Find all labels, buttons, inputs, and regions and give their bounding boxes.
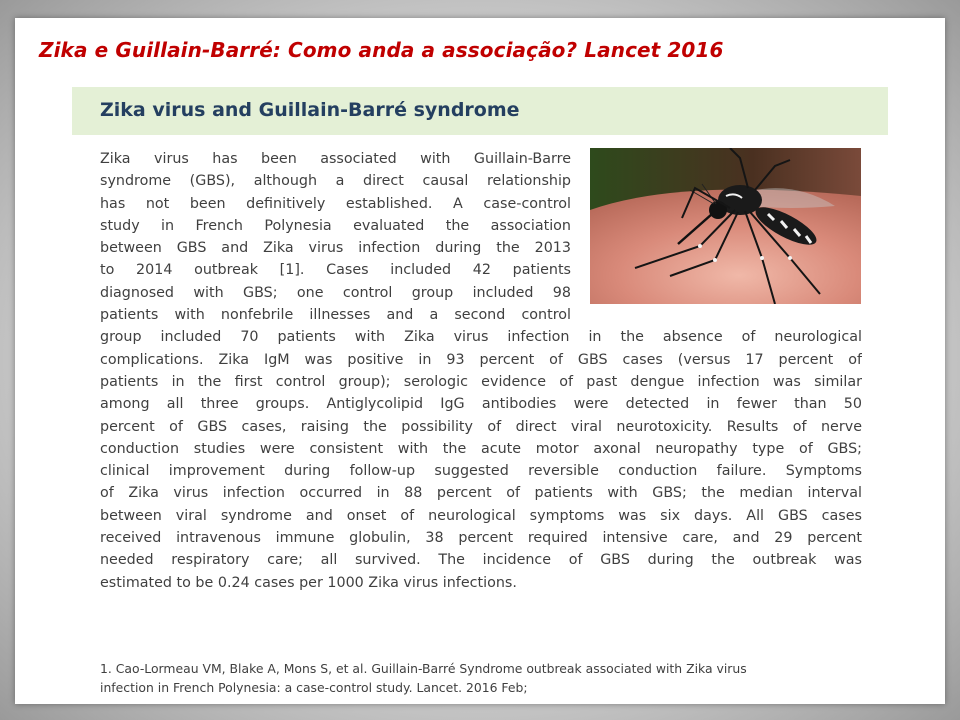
body-line: diagnosed with GBS; one control group included 98	[100, 284, 571, 301]
body-line: of Zika virus infection occurred in 88 percent of patients with GBS; the median interval	[100, 485, 862, 502]
body-line: to 2014 outbreak [1]. Cases included 42 patients	[100, 262, 571, 279]
section-heading-band	[72, 87, 888, 135]
body-line: among all three groups. Antiglycolipid IgG antibodies were detected in fewer than 50	[100, 396, 862, 413]
body-line: estimated to be 0.24 cases per 1000 Zika virus infections.	[100, 574, 517, 591]
body-line: received intravenous immune globulin, 38 percent required intensive care, and 29 percent	[100, 530, 862, 547]
body-line: has not been definitively established. A case-control	[100, 195, 571, 212]
slide	[15, 18, 945, 704]
body-line: group included 70 patients with Zika virus infection in the absence of neurological	[100, 329, 862, 346]
body-line: clinical improvement during follow-up suggested reversible conduction failure. Symptoms	[100, 463, 862, 480]
body-line: study in French Polynesia evaluated the association	[100, 217, 571, 234]
citation	[100, 659, 870, 697]
article-body	[100, 148, 862, 594]
citation-line: 1. Cao-Lormeau VM, Blake A, Mons S, et al. Guillain-Barré Syndrome outbreak associated with Zika virus	[100, 661, 747, 676]
body-line: patients in the first control group); serologic evidence of past dengue infection was similar	[100, 373, 862, 390]
body-line: percent of GBS cases, raising the possibility of direct viral neurotoxicity. Results of nerve	[100, 418, 862, 435]
body-line: conduction studies were consistent with the acute motor axonal neuropathy type of GBS;	[100, 440, 862, 457]
body-line: between viral syndrome and onset of neurological symptoms was six days. All GBS cases	[100, 507, 862, 524]
body-line: complications. Zika IgM was positive in 93 percent of GBS cases (versus 17 percent of	[100, 351, 862, 368]
body-line: syndrome (GBS), although a direct causal relationship	[100, 173, 571, 190]
slide-title: Zika e Guillain-Barré: Como anda a associação? Lancet 2016	[39, 38, 724, 62]
citation-line: infection in French Polynesia: a case-control study. Lancet. 2016 Feb;	[100, 680, 528, 695]
body-line: between GBS and Zika virus infection during the 2013	[100, 240, 571, 257]
section-heading: Zika virus and Guillain-Barré syndrome	[100, 99, 520, 121]
body-line: Zika virus has been associated with Guillain-Barre	[100, 151, 571, 167]
body-line: needed respiratory care; all survived. The incidence of GBS during the outbreak was	[100, 552, 862, 569]
body-line: patients with nonfebrile illnesses and a second control	[100, 307, 571, 324]
